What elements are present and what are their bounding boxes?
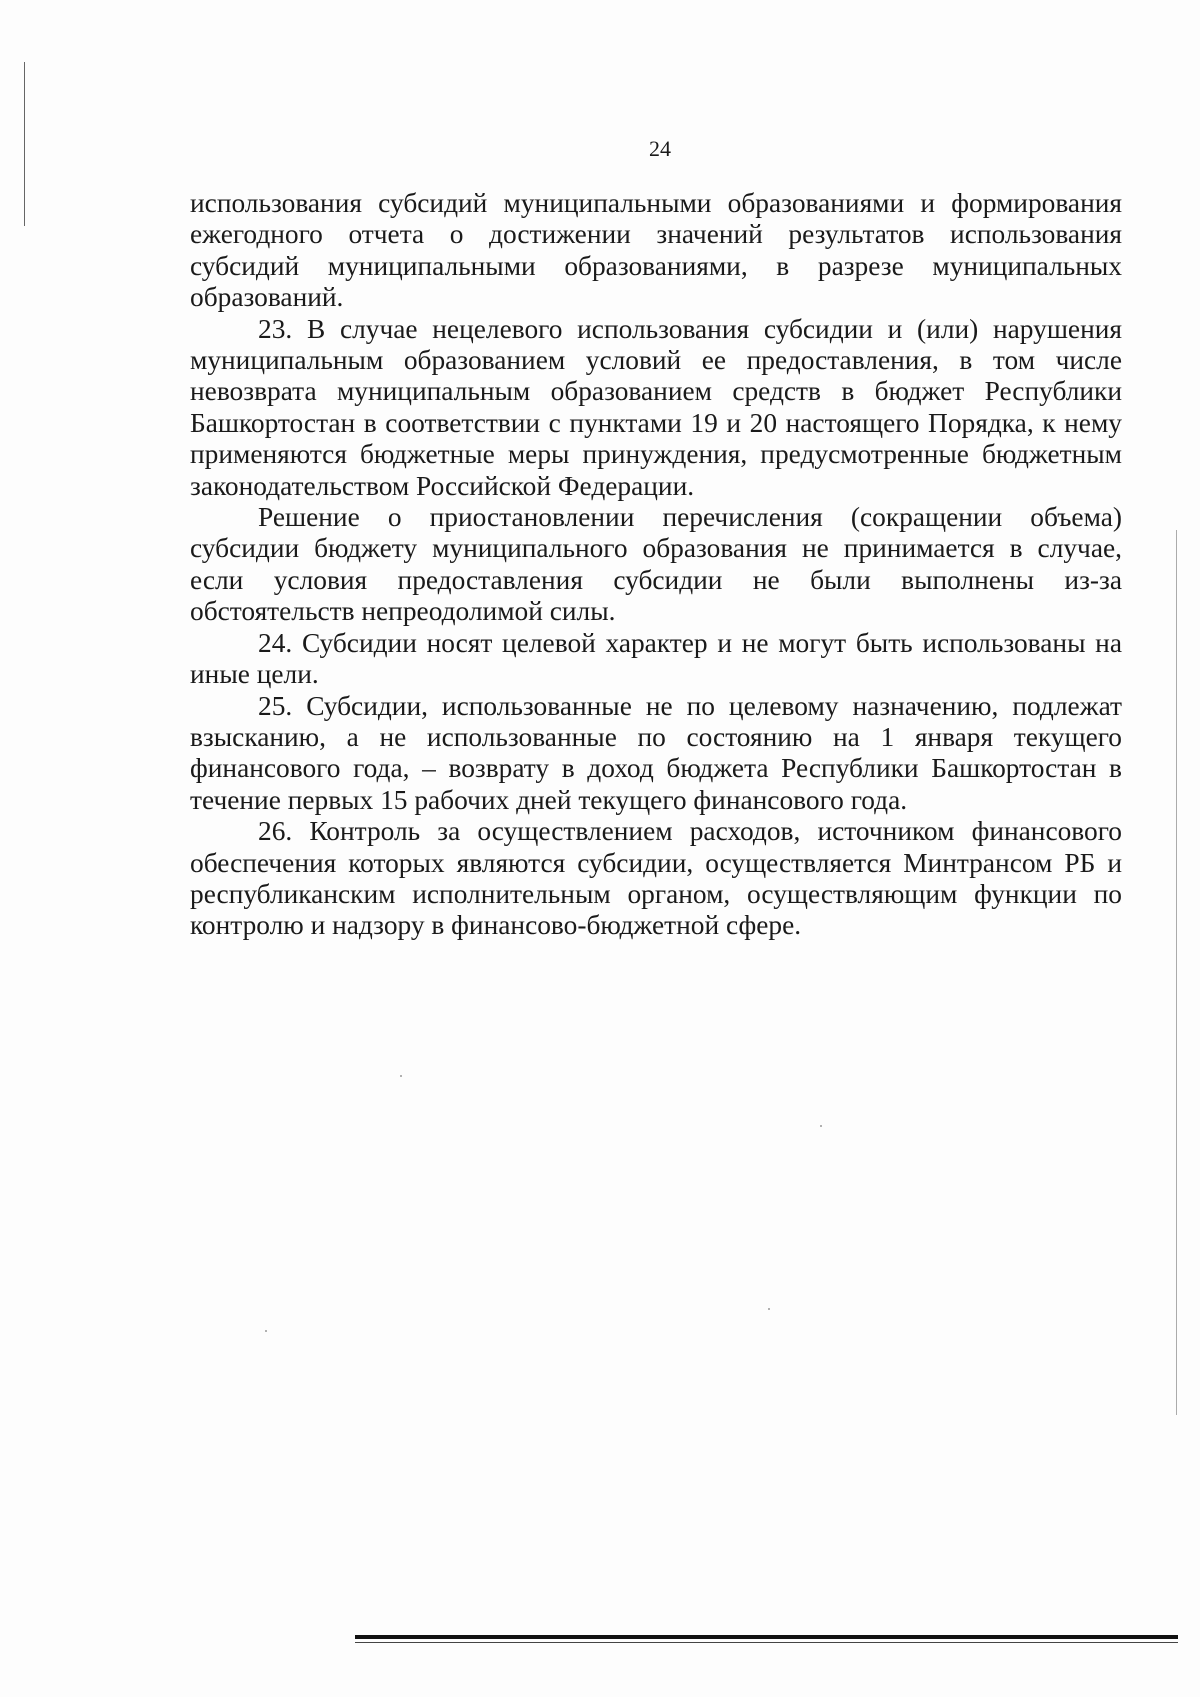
scan-speck <box>820 1125 822 1127</box>
scan-edge-line-right <box>1176 530 1177 1415</box>
scan-edge-bar-bottom <box>355 1635 1178 1639</box>
paragraph-item-24: 24. Субсидии носят целевой характер и не могут быть использованы на иные цели. <box>190 627 1122 690</box>
paragraph-item-26: 26. Контроль за осуществлением расходов, источником финансового обеспечения которых являются субсидии, осуществляется Минтрансом РБ и республиканским исполнительным органом, осуществляющим функции по контролю и надзору в финансово-бюджетной сфере. <box>190 816 1122 941</box>
scan-speck <box>400 1075 402 1077</box>
paragraph-continued: использования субсидий муниципальными образованиями и формирования ежегодного отчета о достижении значений результатов использования субсидий муниципальными образованиями, в разрезе муниципальных образований. <box>190 188 1122 313</box>
page-number: 24 <box>649 136 671 161</box>
document-body <box>190 188 1122 942</box>
paragraph-suspension-decision: Решение о приостановлении перечисления (сокращении объема) субсидии бюджету муниципального образования не принимается в случае, если условия предоставления субсидии не были выполнены из-за обстоятельств непреодолимой силы. <box>190 502 1122 627</box>
scan-speck <box>265 1330 267 1332</box>
paragraph-item-25: 25. Субсидии, использованные не по целевому назначению, подлежат взысканию, а не использованные по состоянию на 1 января текущего финансового года, – возврату в доход бюджета Республики Башкортостан в течение первых 15 рабочих дней текущего финансового года. <box>190 690 1122 815</box>
scan-speck <box>768 1308 770 1310</box>
paragraph-item-23: 23. В случае нецелевого использования субсидии и (или) нарушения муниципальным образованием условий ее предоставления, в том числе невозврата муниципальным образованием средств в бюджет Республики Башкортостан в соответствии с пунктами 19 и 20 настоящего Порядка, к нему применяются бюджетные меры принуждения, предусмотренные бюджетным законодательством Российской Федерации. <box>190 313 1122 501</box>
scan-edge-line-bottom <box>355 1642 1178 1643</box>
